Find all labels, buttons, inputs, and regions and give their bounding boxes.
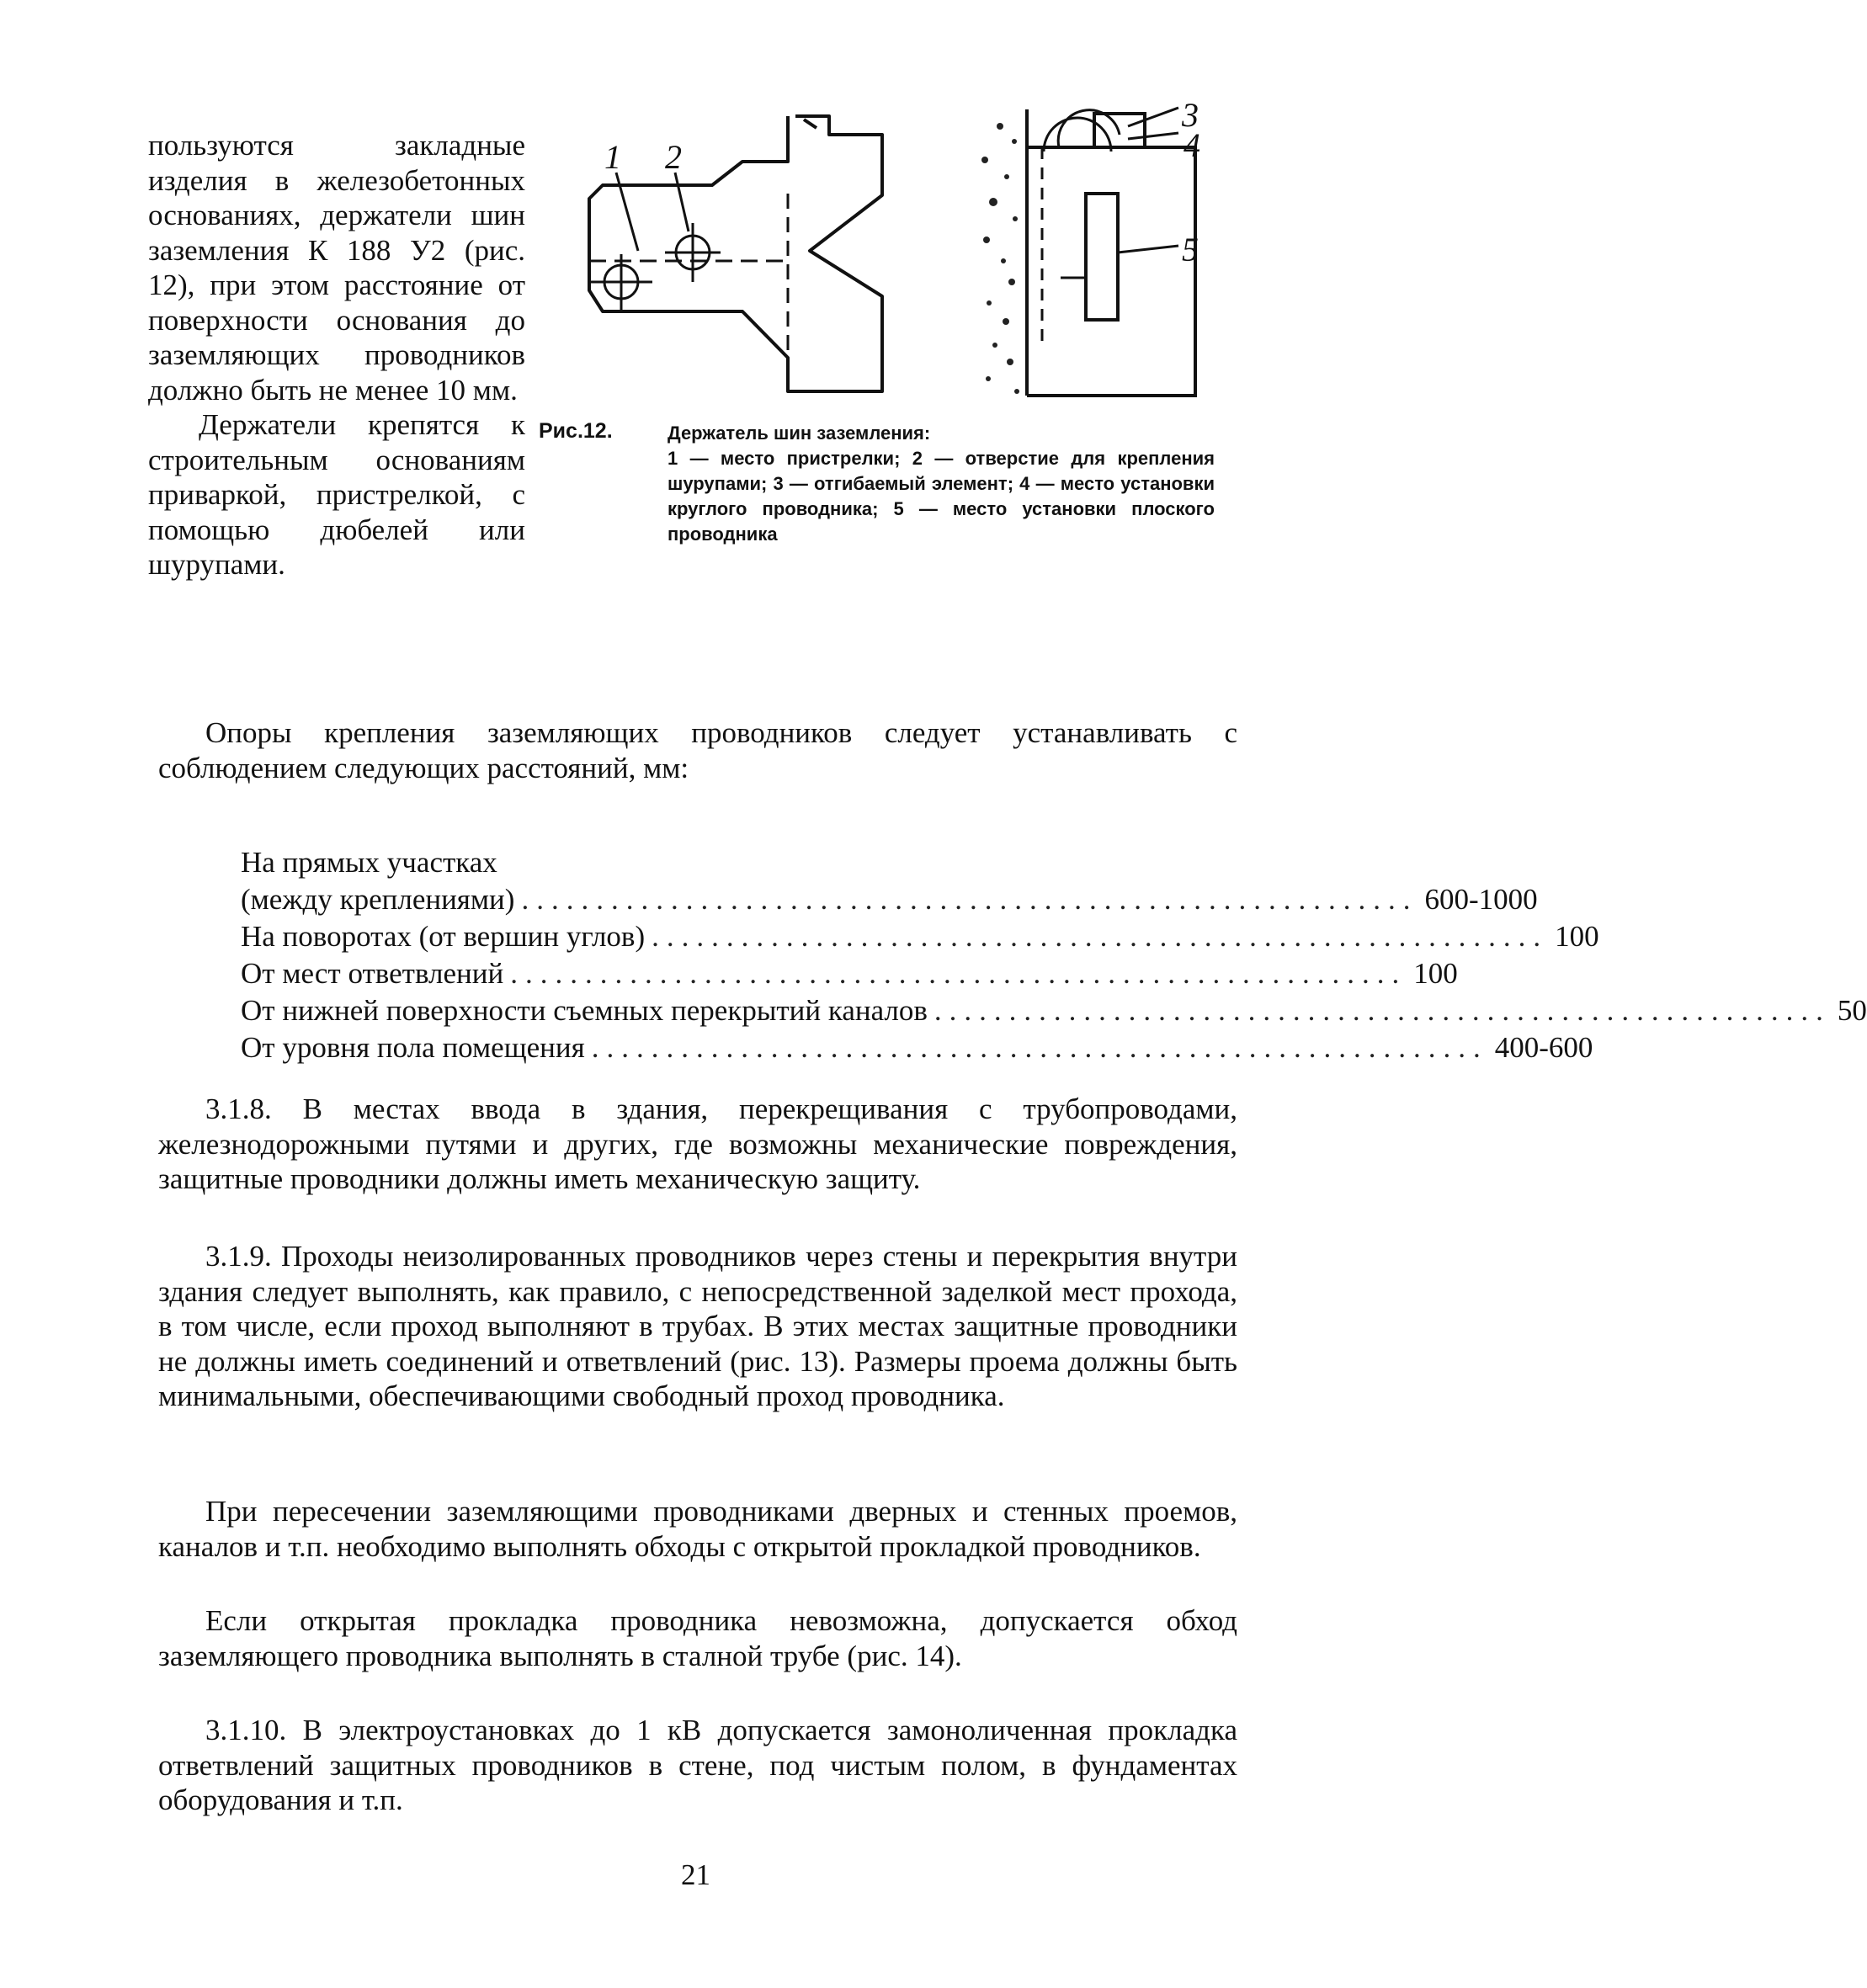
distance-value: 400-600	[1494, 1031, 1593, 1064]
distance-label: На поворотах (от вершин углов)	[241, 920, 646, 953]
callout-4: 4	[1183, 126, 1200, 164]
distance-label: От уровня пола помещения	[241, 1031, 585, 1064]
holder-front-view	[1027, 147, 1195, 396]
intro-text-column	[148, 128, 525, 582]
distance-table	[241, 844, 1867, 1066]
distance-value: 100	[1413, 957, 1458, 990]
distance-row	[241, 955, 1458, 992]
distance-row	[241, 881, 1538, 918]
callout-3: 3	[1182, 96, 1199, 134]
distance-value: 100	[1555, 920, 1599, 953]
distance-label: (между креплениями)	[241, 883, 515, 916]
leader-dots: ............................................................	[510, 957, 1407, 990]
distance-row	[241, 992, 1867, 1029]
distance-label: От мест ответвлений	[241, 957, 504, 990]
holder-drawing	[539, 96, 1212, 421]
supports-intro-paragraph: Опоры крепления заземляющих проводников следует устанавливать с соблюдением следующих расстояний, мм:	[158, 716, 1237, 784]
leader-dots: ............................................................	[521, 883, 1418, 916]
figure-caption-legend: 1 — место пристрелки; 2 — отверстие для крепления шурупами; 3 — отгибаемый элемент; 4 — место установки круглого проводника; 5 — место установки плоского проводника	[668, 448, 1215, 545]
paragraph-3-1-10: 3.1.10. В электроустановках до 1 кВ допускается замоноличенная прокладка ответвлений защитных проводников в стене, под чистым полом, в фундаментах оборудования и т.п.	[158, 1714, 1237, 1816]
paragraph-3-1-9: 3.1.9. Проходы неизолированных проводников через стены и перекрытия внутри здания следует выполнять, как правило, с непосредственной заделкой мест прохода, в том числе, если проход выполняют в трубах. В этих местах защитные проводники не должны иметь соединений и ответвлений (рис. 13). Размеры проема должны быть минимальными, обеспечивающими свободный проход проводника.	[158, 1240, 1237, 1412]
flat-conductor-slot	[1086, 194, 1118, 320]
figure-caption-title: Держатель шин заземления:	[668, 423, 931, 444]
paragraph-crossing: При пересечении заземляющими проводниками дверных и стенных проемов, каналов и т.п. необходимо выполнять обходы с открытой прокладкой проводников.	[158, 1495, 1237, 1563]
intro-paragraph-holders: Держатели крепятся к строительным основаниям приваркой, пристрелкой, с помощью дюбелей или шурупами.	[148, 408, 525, 581]
callout-2: 2	[665, 138, 682, 176]
holder-side-view	[589, 116, 882, 391]
leader-dots: ............................................................	[934, 994, 1831, 1027]
distance-table-header: На прямых участках	[241, 846, 497, 879]
page-number: 21	[681, 1858, 710, 1891]
distance-value: 50	[1837, 994, 1867, 1027]
callout-1: 1	[604, 138, 621, 176]
intro-paragraph: пользуются закладные изделия в железобетонных основаниях, держатели шин заземления К 188 У2 (рис. 12), при этом расстояние от поверхности основания до заземляющих проводников должно быть не менее 10 мм.	[148, 129, 525, 407]
paragraph-bypass: Если открытая прокладка проводника невозможна, допускается обход заземляющего проводника выполнять в сталной трубе (рис. 14).	[158, 1604, 1237, 1672]
distance-label: От нижней поверхности съемных перекрытий каналов	[241, 994, 928, 1027]
paragraph-3-1-8: 3.1.8. В местах ввода в здания, перекрещивания с трубопроводами, железнодорожными путями и других, где возможны механические повреждения, защитные проводники должны иметь механическую защиту.	[158, 1092, 1237, 1195]
leader-dots: ............................................................	[652, 920, 1549, 953]
figure-caption	[668, 421, 1215, 547]
distance-row	[241, 1029, 1593, 1066]
distance-row	[241, 918, 1599, 955]
concrete-texture	[981, 123, 1019, 394]
figure-label: Рис.12.	[539, 419, 613, 443]
distance-value: 600-1000	[1424, 883, 1538, 916]
leader-dots: ............................................................	[591, 1031, 1488, 1064]
callout-5: 5	[1182, 231, 1199, 268]
